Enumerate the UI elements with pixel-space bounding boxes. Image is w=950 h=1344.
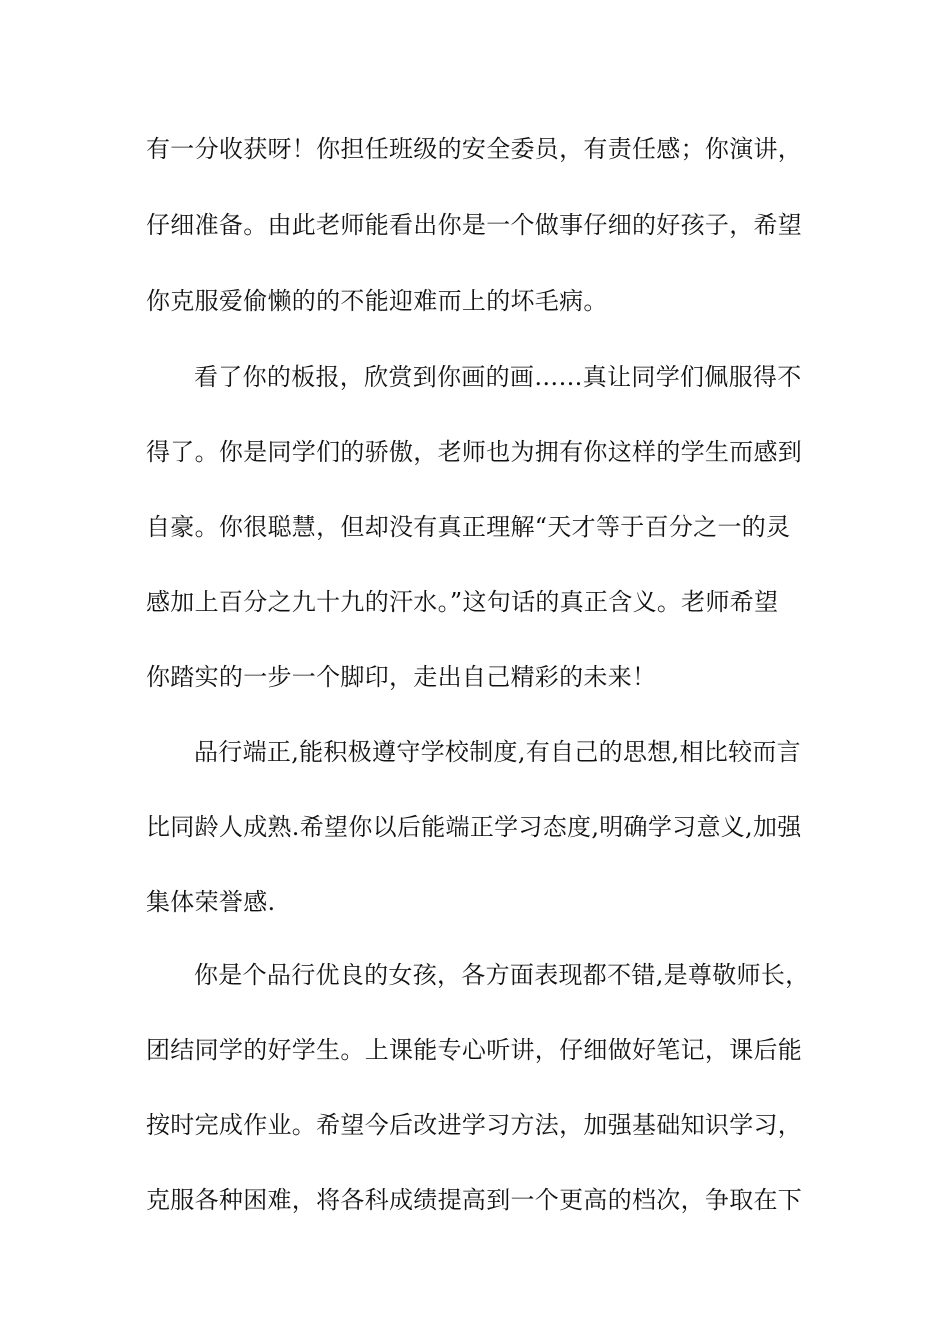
text-line: 仔细准备。由此老师能看出你是一个做事仔细的好孩子，希望 bbox=[146, 211, 803, 239]
text-line: 你克服爱偷懒的的不能迎难而上的坏毛病。 bbox=[146, 287, 608, 315]
text-line: 感加上百分之九十九的汗水。”这句话的真正含义。老师希望 bbox=[146, 588, 779, 616]
text-line: 你踏实的一步一个脚印，走出自己精彩的未来！ bbox=[146, 663, 657, 691]
text-line: 团结同学的好学生。上课能专心听讲，仔细做好笔记，课后能 bbox=[146, 1036, 803, 1064]
text-line: 得了。你是同学们的骄傲，老师也为拥有你这样的学生而感到 bbox=[146, 438, 803, 466]
paragraph-start-line: 看了你的板报，欣赏到你画的画……真让同学们佩服得不 bbox=[194, 363, 802, 391]
text-line: 按时完成作业。希望今后改进学习方法，加强基础知识学习， bbox=[146, 1111, 803, 1139]
text-line: 有一分收获呀！你担任班级的安全委员，有责任感；你演讲， bbox=[146, 135, 803, 163]
paragraph-start-line: 你是个品行优良的女孩，各方面表现都不错,是尊敬师长， bbox=[194, 961, 810, 989]
paragraph-start-line: 品行端正,能积极遵守学校制度,有自己的思想,相比较而言 bbox=[194, 738, 801, 766]
text-line: 比同龄人成熟.希望你以后能端正学习态度,明确学习意义,加强 bbox=[146, 813, 802, 841]
text-line: 自豪。你很聪慧，但却没有真正理解“天才等于百分之一的灵 bbox=[146, 513, 791, 541]
text-line: 克服各种困难，将各科成绩提高到一个更高的档次，争取在下 bbox=[146, 1186, 803, 1214]
text-line: 集体荣誉感. bbox=[146, 888, 276, 916]
